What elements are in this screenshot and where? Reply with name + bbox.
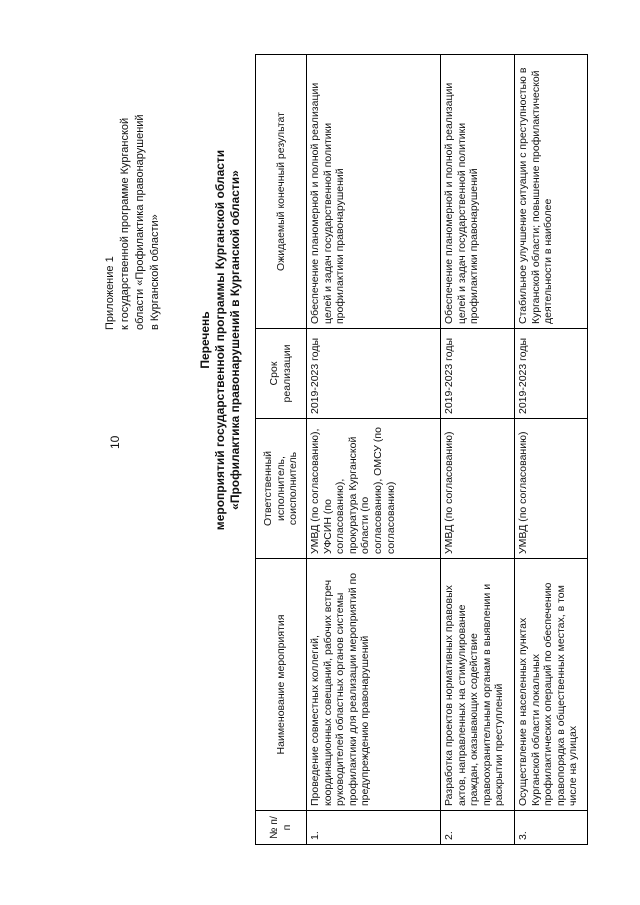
appendix-line-4: в Курганской области» <box>149 214 161 330</box>
cell-result: Обеспечение планомерной и полной реализации целей и задач государственной политики профилактики правонарушений <box>441 55 515 329</box>
appendix-line-1: Приложение 1 <box>104 256 116 330</box>
measures-table-wrapper <box>255 55 588 845</box>
page-number: 10 <box>108 435 122 449</box>
cell-name: Проведение совместных коллегий, координационных совещаний, рабочих встреч руководителей областных органов системы профилактики для реализации мероприятий по предупреждению правонарушений <box>307 559 441 811</box>
cell-executor: УМВД (по согласованию) <box>515 419 588 559</box>
heading-title: Перечень <box>198 311 212 369</box>
appendix-line-3: области «Профилактика правонарушений <box>134 114 146 330</box>
cell-term: 2019-2023 годы <box>515 329 588 419</box>
cell-num: 1. <box>307 811 441 845</box>
cell-term: 2019-2023 годы <box>441 329 515 419</box>
document-heading <box>198 60 243 620</box>
cell-result: Обеспечение планомерной и полной реализации целей и задач государственной политики профилактики правонарушений <box>307 55 441 329</box>
table-row <box>441 55 515 845</box>
heading-program-name: «Профилактика правонарушений в Курганской области» <box>228 170 242 510</box>
header-term: Срок реализации <box>256 329 307 419</box>
cell-executor: УМВД (по согласованию), УФСИН (по согласованию), прокуратура Курганской области (по согласованию), ОМСУ (по согласованию) <box>307 419 441 559</box>
header-result: Ожидаемый конечный результат <box>256 55 307 329</box>
cell-num: 2. <box>441 811 515 845</box>
table-header-row <box>256 55 307 845</box>
header-name: Наименование мероприятия <box>256 559 307 811</box>
table-row <box>307 55 441 845</box>
appendix-line-2: к государственной программе Курганской <box>119 117 131 330</box>
heading-subtitle: мероприятий государственной программы Курганской области <box>213 149 227 531</box>
cell-name: Осуществление в населенных пунктах Курганской области локальных профилактических операций по обеспечению правопорядка в общественных местах, в том числе на улицах <box>515 559 588 811</box>
table-row <box>515 55 588 845</box>
appendix-note <box>103 70 163 330</box>
cell-executor: УМВД (по согласованию) <box>441 419 515 559</box>
header-executor: Ответственный исполнитель, соисполнитель <box>256 419 307 559</box>
cell-num: 3. <box>515 811 588 845</box>
header-num: № п/п <box>256 811 307 845</box>
measures-table <box>255 54 588 845</box>
cell-term: 2019-2023 годы <box>307 329 441 419</box>
cell-result: Стабильное улучшение ситуации с преступностью в Курганской области; повышение профилактической деятельности в наиболее <box>515 55 588 329</box>
cell-name: Разработка проектов нормативных правовых актов, направленных на стимулирование граждан, оказывающих содействие правоохранительным органам в выявлении и раскрытии преступлений <box>441 559 515 811</box>
